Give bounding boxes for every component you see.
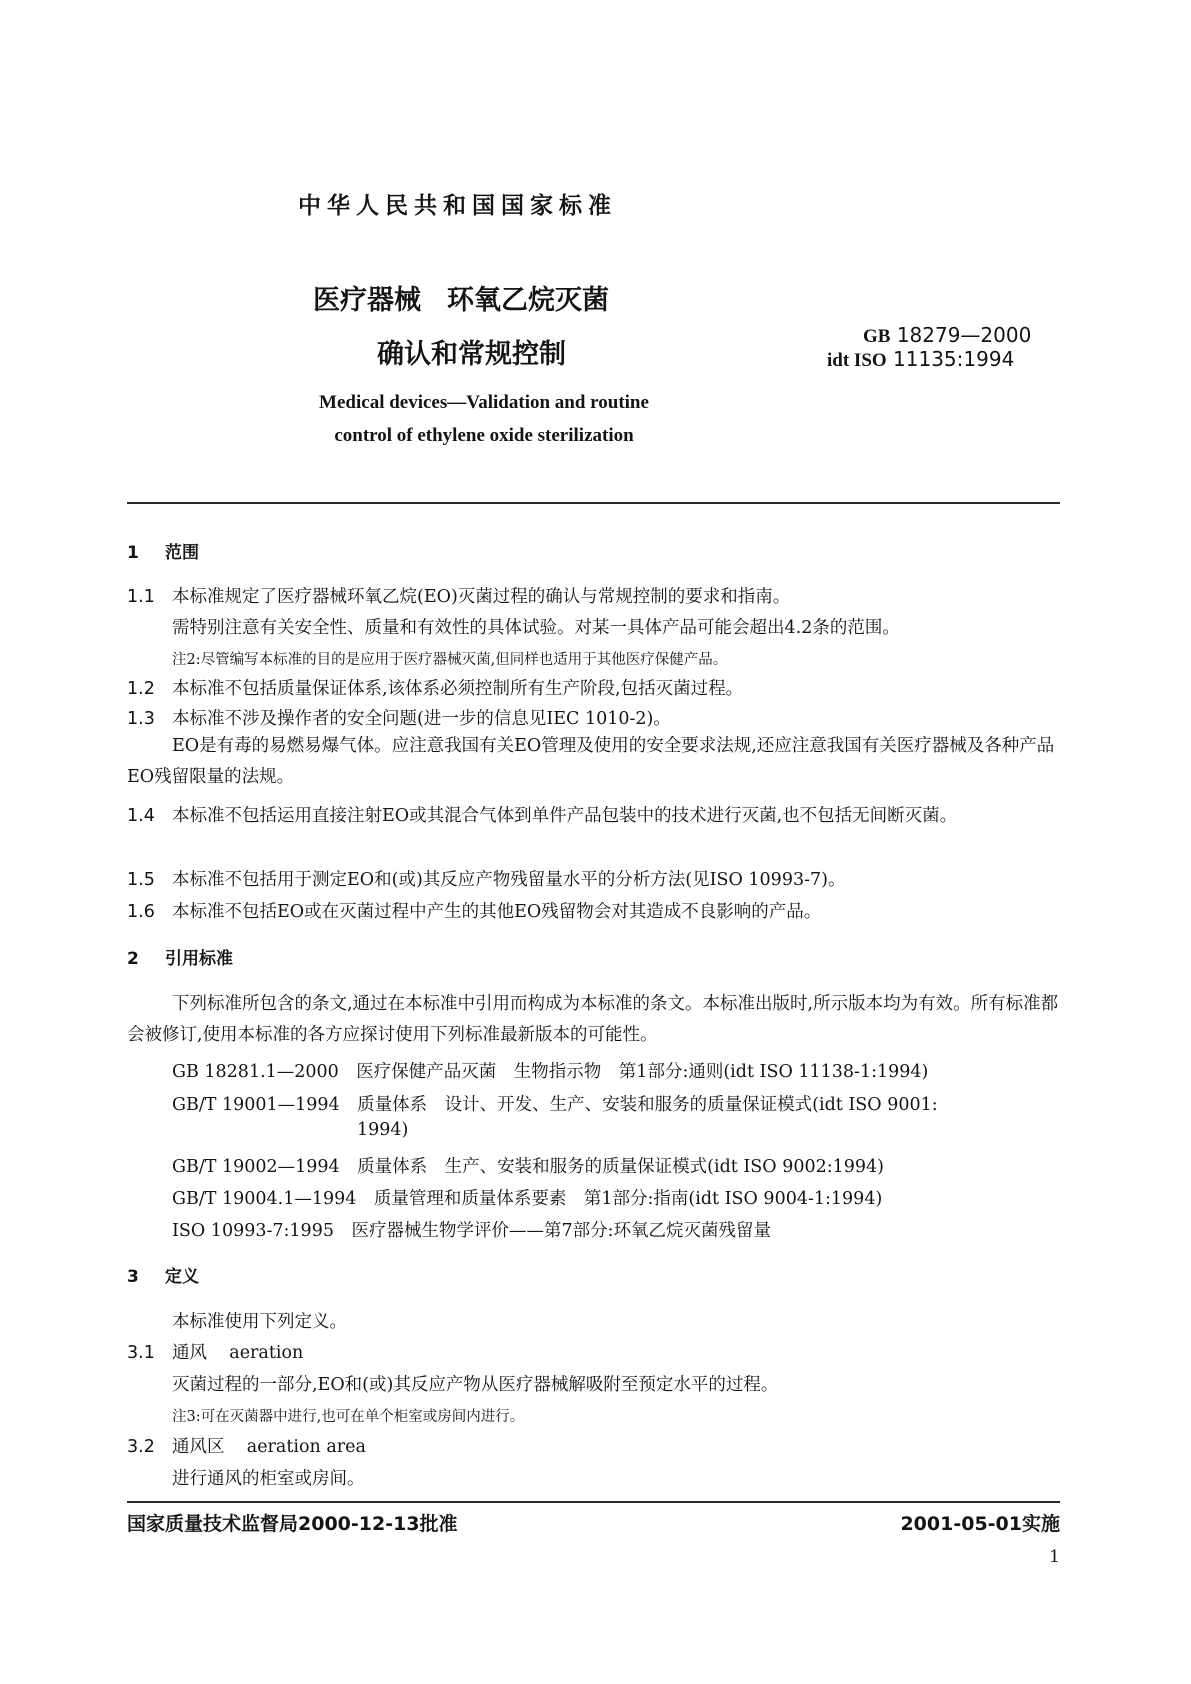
- gb-label: GB: [863, 326, 891, 347]
- definition-3-1: 灭菌过程的一部分,EO和(或)其反应产物从医疗器械解吸附至预定水平的过程。: [172, 1375, 779, 1395]
- clause-number: 1.2: [127, 679, 155, 699]
- clause-1-1-paragraph: 需特别注意有关安全性、质量和有效性的具体试验。对某一具体产品可能会超出4.2条的范围。: [172, 618, 900, 638]
- clause-1-6: [127, 898, 821, 923]
- reference-iso-10993-7: ISO 10993-7:1995 医疗器械生物学评价——第7部分:环氧乙烷灭菌残留量: [172, 1221, 771, 1241]
- footer-divider: [127, 1501, 1060, 1503]
- page-number: 1: [1049, 1547, 1060, 1567]
- term-en: aeration: [229, 1343, 304, 1363]
- implementation-date: 2001-05-01实施: [900, 1513, 1060, 1535]
- clause-number: 3.2: [127, 1437, 155, 1457]
- standard-code: [827, 324, 1031, 372]
- reference-gb-t-19002: GB/T 19002—1994 质量体系 生产、安装和服务的质量保证模式(idt ISO 9002:1994): [172, 1157, 885, 1177]
- clause-text: 本标准不包括运用直接注射EO或其混合气体到单件产品包装中的技术进行灭菌,也不包括无间断灭菌。: [172, 806, 958, 826]
- term-zh: 通风: [172, 1343, 207, 1363]
- clause-number: 1.1: [127, 587, 155, 607]
- note-2: 注2:尽管编写本标准的目的是应用于医疗器械灭菌,但同样也适用于其他医疗保健产品。: [172, 652, 728, 668]
- reference-gb-t-19001-continued: 1994): [357, 1120, 409, 1140]
- reference-gb-18281-1: GB 18281.1—2000 医疗保健产品灭菌 生物指示物 第1部分:通则(idt ISO 11138-1:1994): [172, 1062, 929, 1082]
- section-2-heading: [127, 944, 233, 969]
- clause-3-1: [127, 1339, 303, 1364]
- english-title: Medical devices—Validation and routine control of ethylene oxide sterilization: [319, 392, 649, 446]
- iso-number: 11135:1994: [893, 347, 1015, 371]
- clause-1-2: [127, 675, 743, 700]
- clause-number: 1.3: [127, 709, 155, 729]
- document-title-line2: 确认和常规控制: [377, 339, 566, 370]
- definitions-intro: 本标准使用下列定义。: [172, 1312, 347, 1332]
- document-title-line1: [313, 278, 609, 317]
- section-title: 范围: [165, 543, 199, 563]
- clause-text: 本标准不包括质量保证体系,该体系必须控制所有生产阶段,包括灭菌过程。: [172, 679, 744, 699]
- clause-text: 本标准不包括EO或在灭菌过程中产生的其他EO残留物会对其造成不良影响的产品。: [172, 902, 822, 922]
- clause-3-2: [127, 1433, 366, 1458]
- section-number: 3: [127, 1267, 139, 1287]
- clause-1-5: [127, 866, 845, 891]
- note-3: 注3:可在灭菌器中进行,也可在单个柜室或房间内进行。: [172, 1409, 525, 1425]
- national-standard-heading: 中华人民共和国国家标准: [298, 193, 617, 219]
- reference-gb-t-19001: GB/T 19001—1994 质量体系 设计、开发、生产、安装和服务的质量保证模式(idt ISO 9001:: [172, 1095, 938, 1115]
- reference-gb-t-19004-1: GB/T 19004.1—1994 质量管理和质量体系要素 第1部分:指南(idt ISO 9004-1:1994): [172, 1189, 883, 1209]
- section-title: 引用标准: [165, 949, 233, 969]
- clause-number: 1.4: [127, 806, 155, 826]
- term-zh: 通风区: [172, 1437, 225, 1457]
- section-1-heading: [127, 538, 199, 563]
- section-number: 1: [127, 543, 139, 563]
- clause-1-4: [127, 801, 1060, 832]
- gb-number: 18279—2000: [896, 323, 1032, 347]
- clause-text: 本标准不涉及操作者的安全问题(进一步的信息见IEC 1010-2)。: [172, 709, 671, 729]
- clause-number: 3.1: [127, 1343, 155, 1363]
- clause-text: 本标准规定了医疗器械环氧乙烷(EO)灭菌过程的确认与常规控制的要求和指南。: [172, 587, 791, 607]
- clause-text: 本标准不包括用于测定EO和(或)其反应产物残留量水平的分析方法(见ISO 10993-7)。: [172, 870, 846, 890]
- references-intro: 下列标准所包含的条文,通过在本标准中引用而构成为本标准的条文。本标准出版时,所示版本均为有效。所有标准都会被修订,使用本标准的各方应探讨使用下列标准最新版本的可能性。: [127, 994, 1059, 1045]
- title-part1: 医疗器械: [313, 285, 421, 316]
- clause-1-3: [127, 705, 671, 730]
- approval-date: 国家质量技术监督局2000-12-13批准: [127, 1513, 458, 1535]
- title-part2: 环氧乙烷灭菌: [447, 285, 609, 316]
- clause-1-3-paragraph: EO是有毒的易燃易爆气体。应注意我国有关EO管理及使用的安全要求法规,还应注意我国有关医疗器械及各种产品EO残留限量的法规。: [127, 736, 1055, 787]
- clause-number: 1.5: [127, 870, 155, 890]
- definition-3-2: 进行通风的柜室或房间。: [172, 1469, 365, 1489]
- section-3-heading: [127, 1262, 199, 1287]
- idt-label: idt ISO: [827, 350, 887, 371]
- header-divider: [127, 502, 1060, 504]
- section-number: 2: [127, 949, 139, 969]
- clause-number: 1.6: [127, 902, 155, 922]
- term-en: aeration area: [246, 1437, 366, 1457]
- clause-1-1: [127, 583, 790, 608]
- section-title: 定义: [165, 1267, 199, 1287]
